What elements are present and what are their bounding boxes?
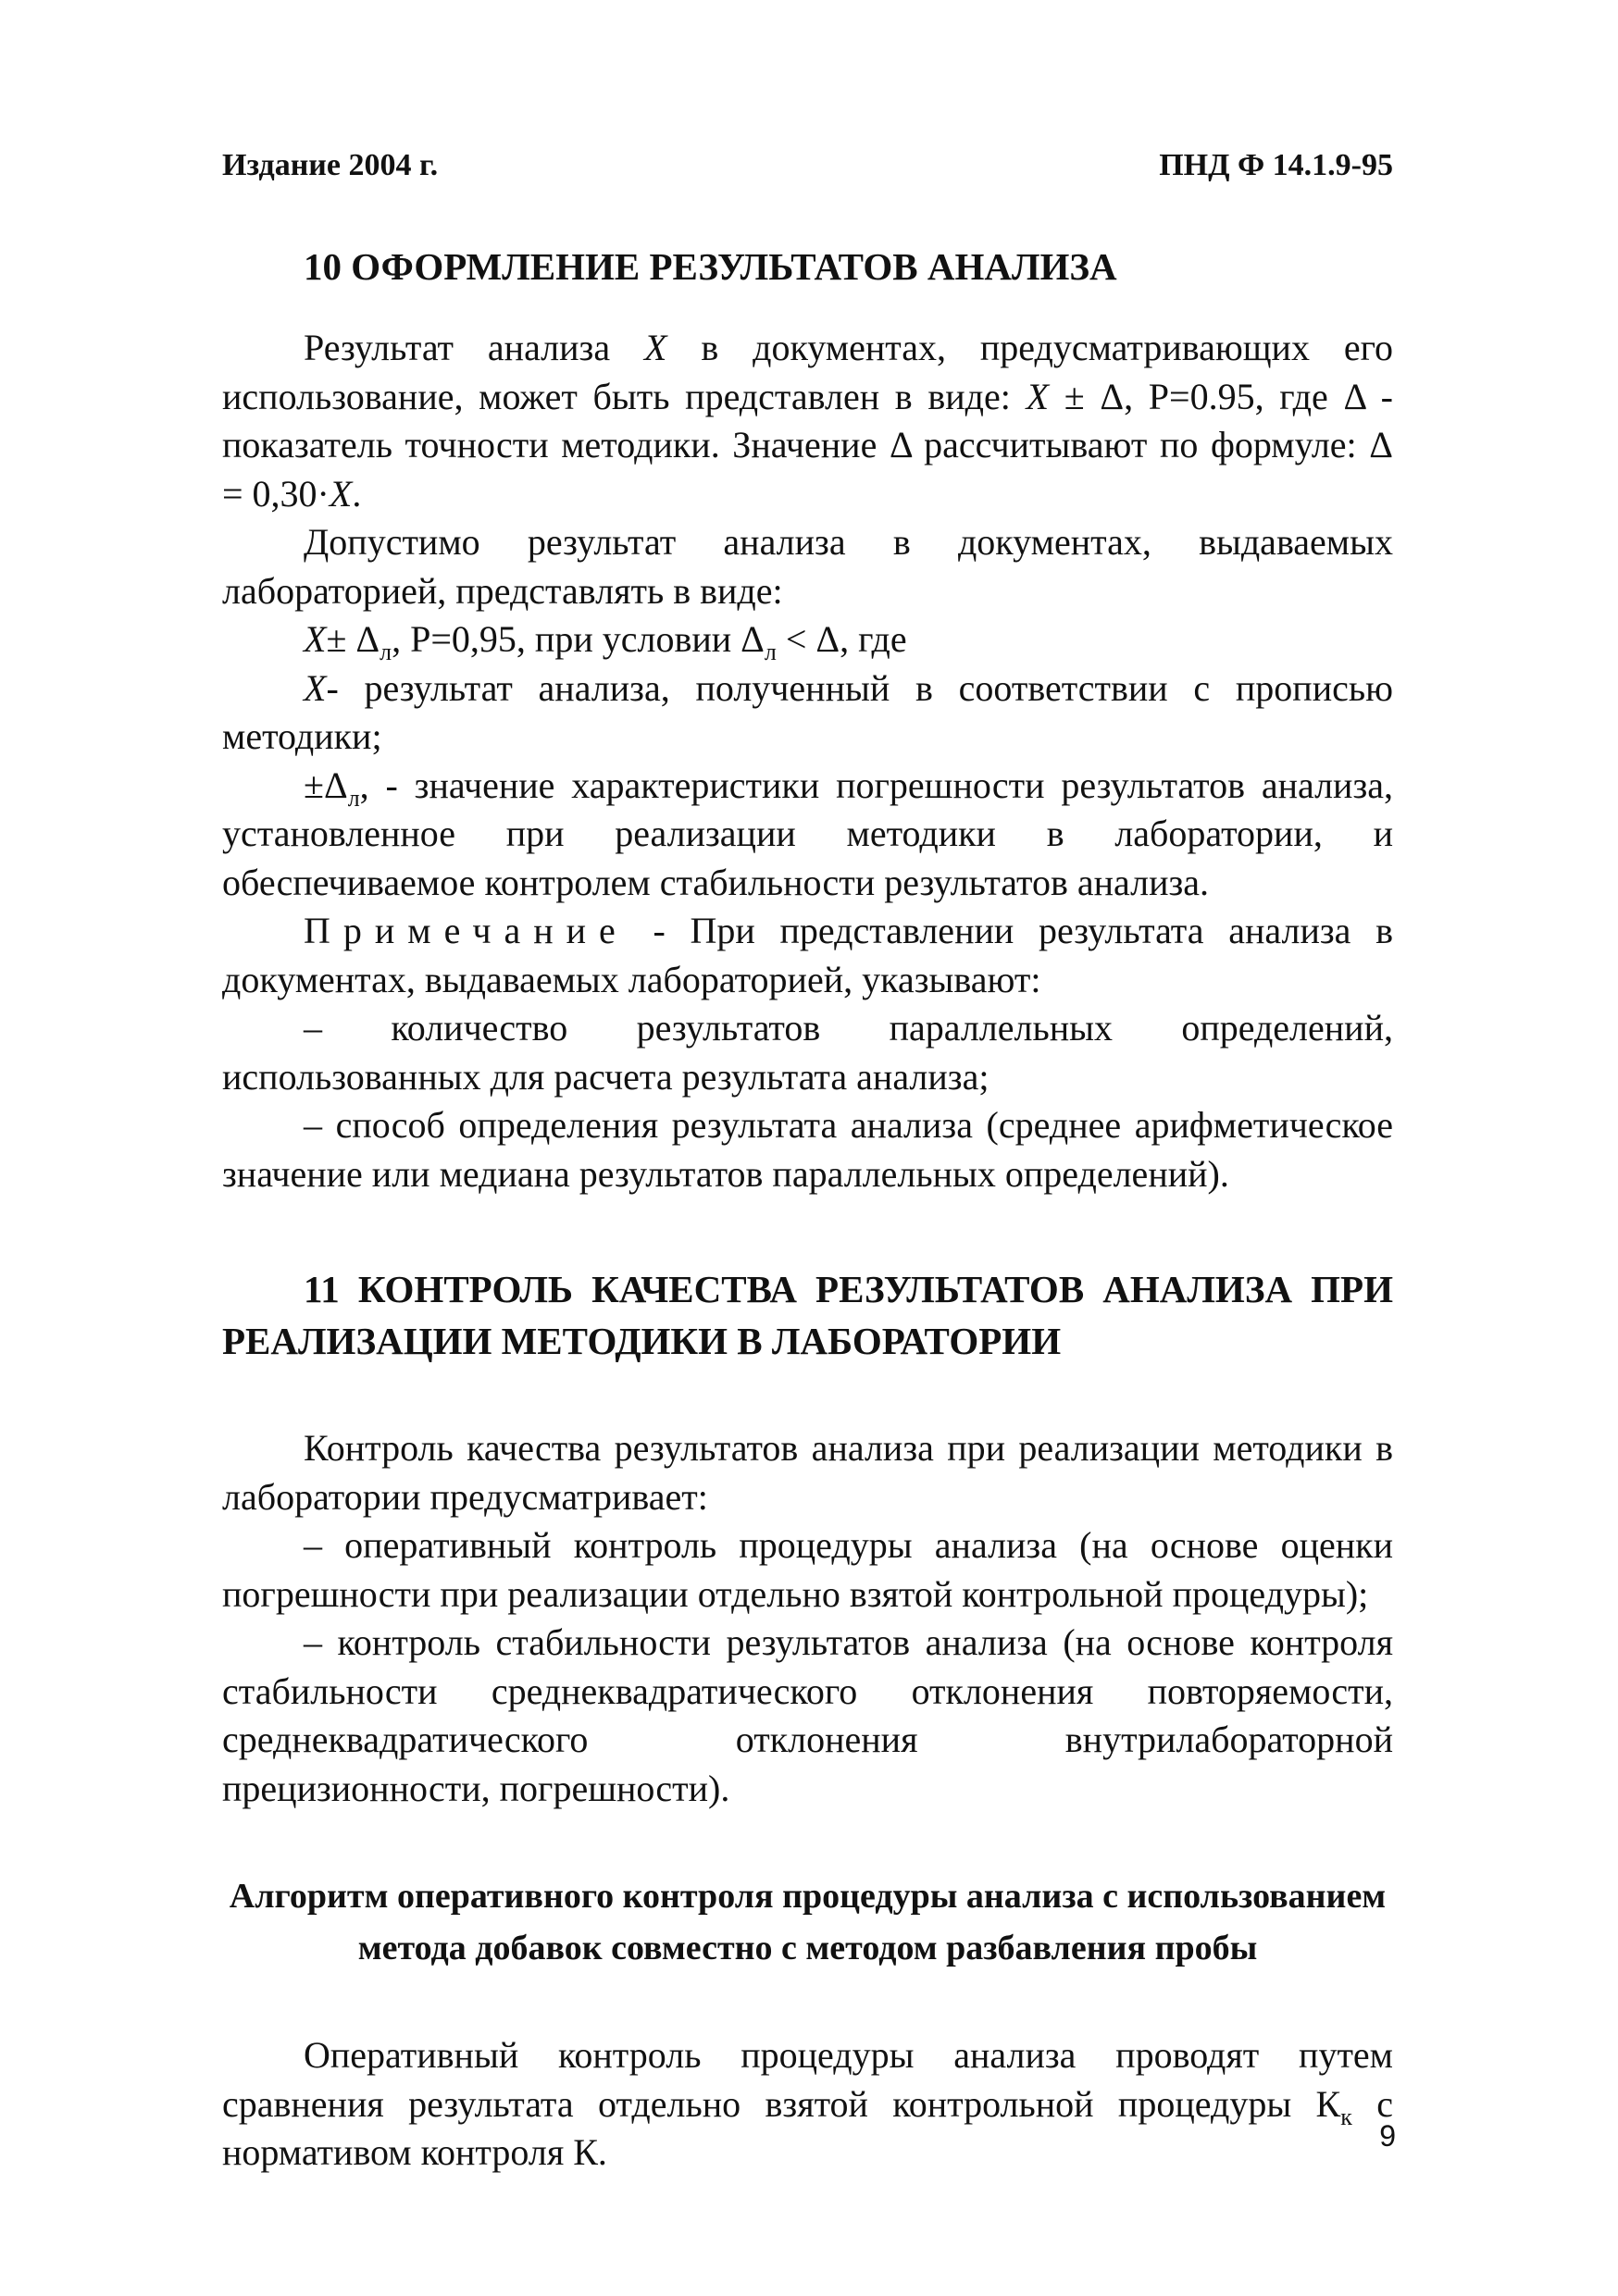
definition-delta-l: $\pm\Delta_л$, - значение характеристики погрешности результатов анализа, установленное при реализации методики в лаборатории, и обеспечиваемое контролем стабильности результатов анализа. [222, 763, 1393, 903]
edition-label: Издание 2004 г. [222, 148, 439, 182]
algorithm-paragraph-1: Оперативный контроль процедуры анализа проводят путем сравнения результата отдельно взятой контрольной процедуры $К_к$ с нормативом контроля К. [222, 2034, 1393, 2173]
note-item-2: – способ определения результата анализа (среднее арифметическое значение или медиана результатов параллельных определений). [222, 1104, 1393, 1195]
page-number: 9 [1379, 2119, 1396, 2153]
note-item-1: – количество результатов параллельных определений, использованных для расчета результата анализа; [222, 1007, 1393, 1098]
note-paragraph: Примечание - При представлении результата анализа в документах, выдаваемых лабораторией, указывают: [222, 910, 1393, 1000]
page-header [222, 148, 1393, 194]
definition-x: X- результат анализа, полученный в соответствии с прописью методики; [222, 666, 1393, 757]
section-11-paragraph-1: Контроль качества результатов анализа при реализации методики в лаборатории предусматривает: [222, 1427, 1393, 1518]
variable-x: X [329, 472, 353, 515]
section-11-item-2: – контроль стабильности результатов анализа (на основе контроля стабильности среднеквадратического отклонения повторяемости, среднеквадратического отклонения внутрилабораторной прецизионности, погрешности). [222, 1621, 1393, 1809]
variable-x: X [304, 666, 327, 709]
variable-x: X [1026, 375, 1050, 417]
section-10-title: 10 ОФОРМЛЕНИЕ РЕЗУЛЬТАТОВ АНАЛИЗА [304, 245, 1117, 288]
page-content [222, 241, 1393, 2178]
section-11-item-1: – оперативный контроль процедуры анализа (на основе оценки погрешности при реализации отдельно взятой контрольной процедуры); [222, 1524, 1393, 1615]
section-11-title: 11 КОНТРОЛЬ КАЧЕСТВА РЕЗУЛЬТАТОВ АНАЛИЗА ПРИ [304, 1268, 1393, 1310]
variable-x: X [643, 327, 667, 368]
note-label: Примечание [304, 910, 629, 951]
formula-line: $X\pm \Delta_л$, Р=0,95, при условии $\Delta_л < \Delta$, где [304, 618, 907, 665]
section-10-paragraph-2: Допустимо результат анализа в документах, выдаваемых лабораторией, представлять в виде: [222, 521, 1393, 612]
variable-x: X [304, 618, 327, 660]
section-10-paragraph-1: Результат анализа X в документах, предусматривающих его использование, может быть представлен в виде: X ± Δ, Р=0.95, где Δ - показатель точности методики. Значение Δ рассчитывают по формуле: Δ = 0,30·X. [222, 327, 1393, 515]
algorithm-title: Алгоритм оперативного контроля процедуры анализа с использованием метода добавок совместно с методом разбавления пробы [229, 1877, 1387, 1967]
document-code: ПНД Ф 14.1.9-95 [1159, 148, 1393, 182]
section-11-title-line-2: РЕАЛИЗАЦИИ МЕТОДИКИ В ЛАБОРАТОРИИ [222, 1320, 1062, 1362]
